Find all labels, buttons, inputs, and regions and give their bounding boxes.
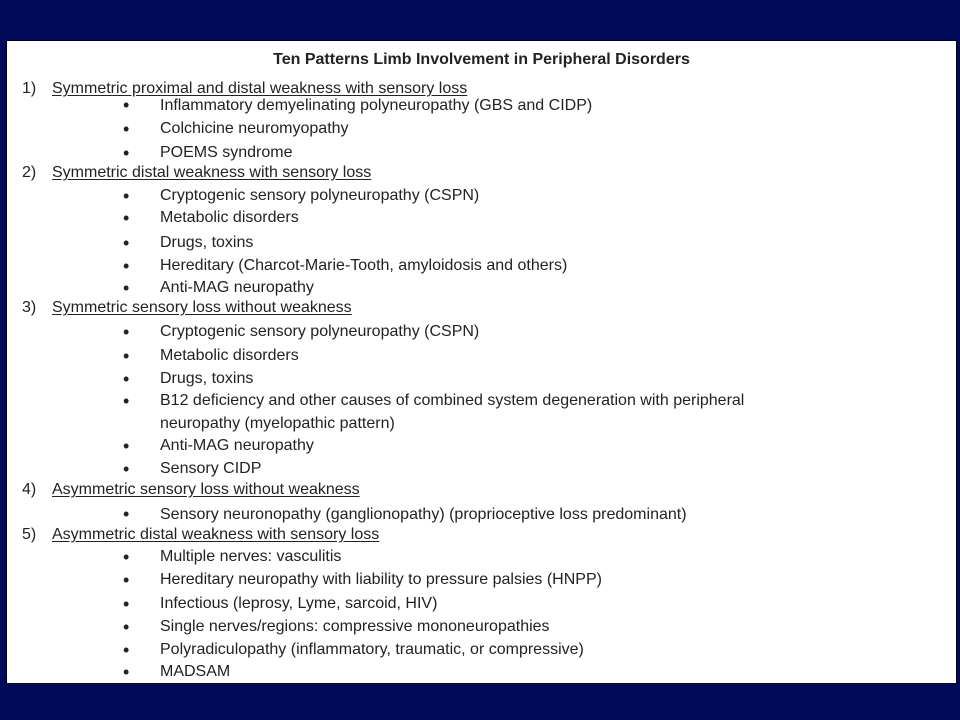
bullet-icon: • [123,143,130,163]
bullet-icon: • [123,391,130,411]
list-item: Infectious (leprosy, Lyme, sarcoid, HIV) [160,595,438,612]
list-item: Anti-MAG neuropathy [160,279,314,296]
list-item: Single nerves/regions: compressive mononeuropathies [160,618,550,635]
list-item: Cryptogenic sensory polyneuropathy (CSPN) [160,187,480,204]
section-number: 4) [22,481,37,498]
document-title: Ten Patterns Limb Involvement in Peripheral Disorders [273,51,690,68]
list-item: Drugs, toxins [160,234,254,251]
bullet-icon: • [123,278,130,298]
bullet-icon: • [123,208,130,228]
list-item: Metabolic disorders [160,209,299,226]
list-item: Hereditary (Charcot-Marie-Tooth, amyloidosis and others) [160,257,568,274]
bullet-icon: • [123,256,130,276]
section-heading: Asymmetric sensory loss without weakness [52,481,360,498]
bullet-icon: • [123,186,130,206]
bullet-icon: • [123,662,130,682]
list-item: Drugs, toxins [160,370,254,387]
section-number: 2) [22,164,37,181]
list-item: Anti-MAG neuropathy [160,437,314,454]
bullet-icon: • [123,459,130,479]
bullet-icon: • [123,570,130,590]
bottom-blue-band [0,683,960,720]
list-item: Cryptogenic sensory polyneuropathy (CSPN) [160,323,480,340]
list-item: Multiple nerves: vasculitis [160,548,342,565]
list-item: Polyradiculopathy (inflammatory, traumatic, or compressive) [160,641,584,658]
bullet-icon: • [123,95,130,115]
list-item: Hereditary neuropathy with liability to pressure palsies (HNPP) [160,571,602,588]
bullet-icon: • [123,233,130,253]
section-heading: Asymmetric distal weakness with sensory loss [52,526,380,543]
top-blue-band [0,0,960,40]
list-item: MADSAM [160,663,231,680]
bullet-icon: • [123,436,130,456]
bullet-icon: • [123,617,130,637]
bullet-icon: • [123,369,130,389]
section-heading: Symmetric proximal and distal weakness with sensory loss [52,80,468,97]
section-number: 3) [22,299,37,316]
bullet-icon: • [123,594,130,614]
list-item: Sensory CIDP [160,460,262,477]
bullet-icon: • [123,547,130,567]
list-item: B12 deficiency and other causes of combined system degeneration with peripheral [160,392,745,409]
bullet-icon: • [123,504,130,524]
section-heading: Symmetric sensory loss without weakness [52,299,352,316]
list-item: POEMS syndrome [160,144,293,161]
section-number: 5) [22,526,37,543]
document-page [6,40,957,683]
bullet-icon: • [123,640,130,660]
bullet-icon: • [123,119,130,139]
list-item: Inflammatory demyelinating polyneuropathy (GBS and CIDP) [160,97,593,114]
list-item: Sensory neuronopathy (ganglionopathy) (proprioceptive loss predominant) [160,506,687,523]
list-item-continuation: neuropathy (myelopathic pattern) [160,415,395,432]
section-number: 1) [22,80,37,97]
list-item: Metabolic disorders [160,347,299,364]
bullet-icon: • [123,322,130,342]
section-heading: Symmetric distal weakness with sensory loss [52,164,372,181]
list-item: Colchicine neuromyopathy [160,120,349,137]
bullet-icon: • [123,346,130,366]
